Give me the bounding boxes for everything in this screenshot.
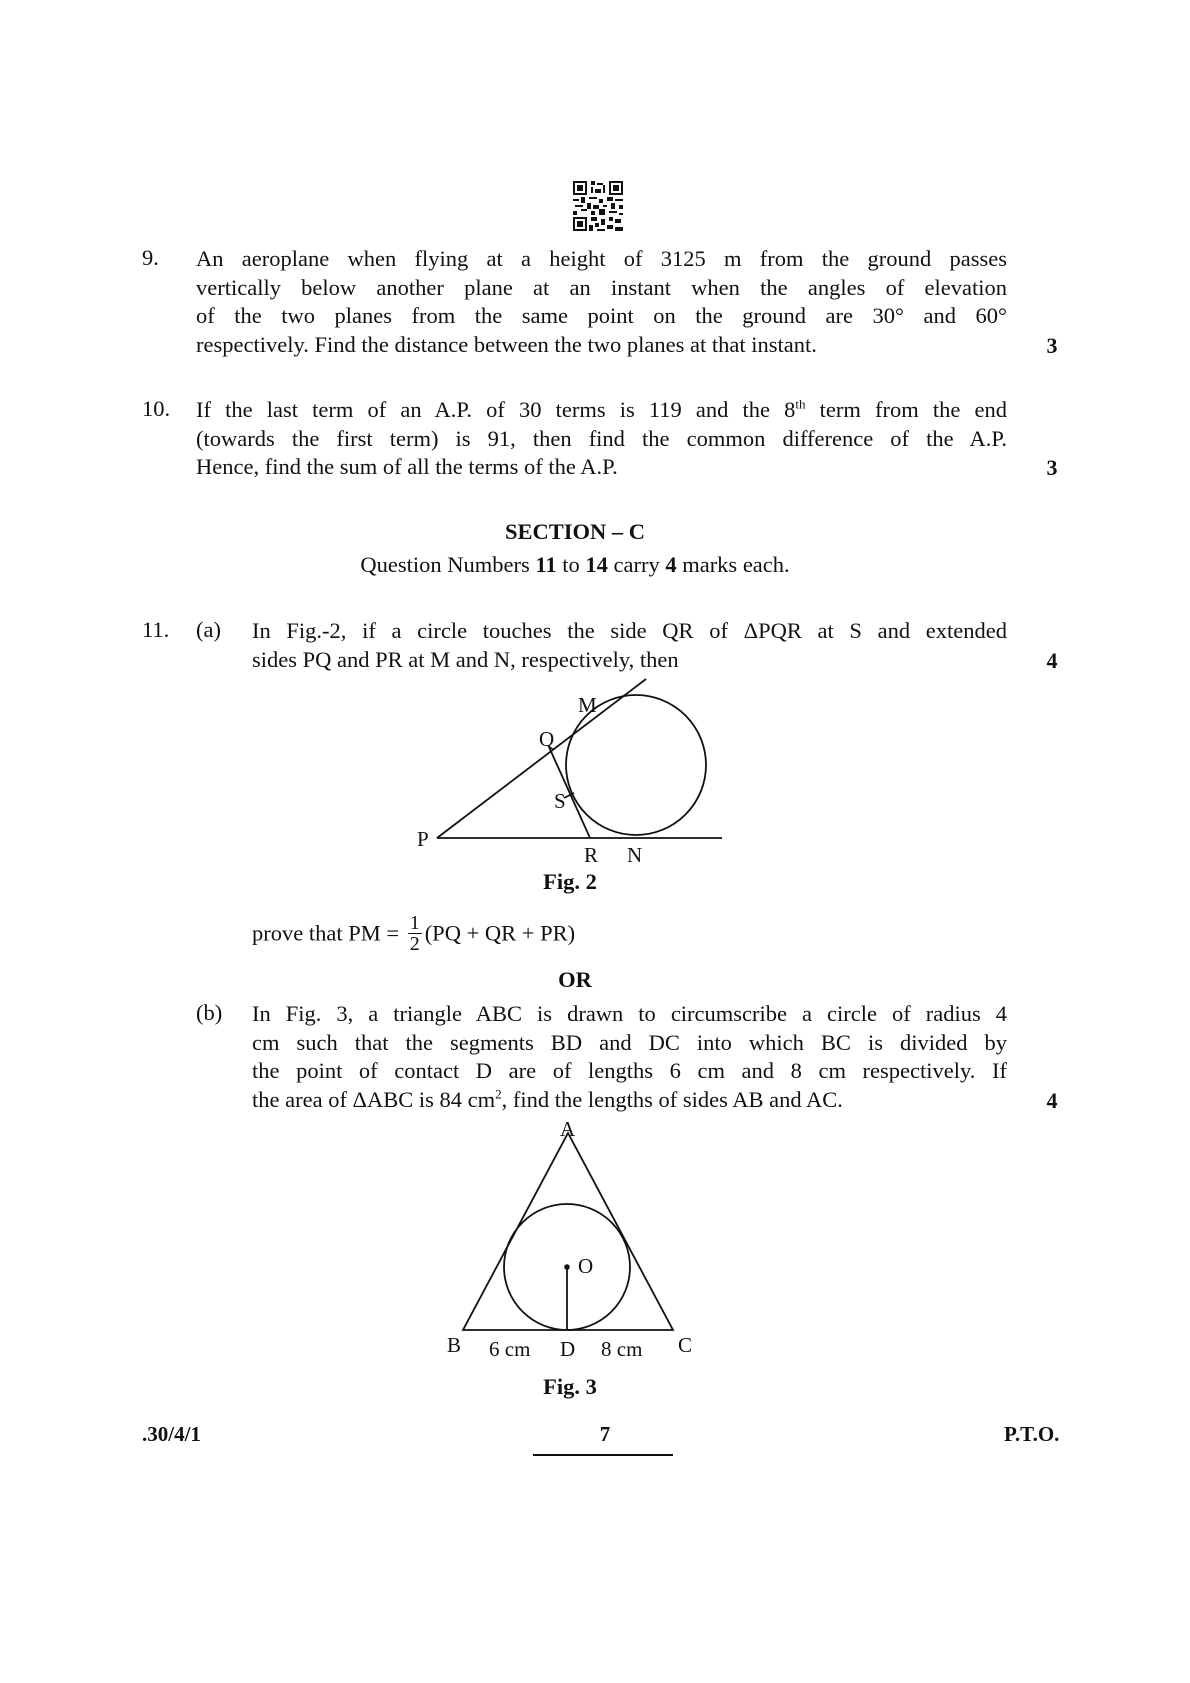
question-text-line: In Fig. 3, a triangle ABC is drawn to circumscribe a circle of radius 4 bbox=[252, 1001, 1007, 1026]
paper-code: .30/4/1 bbox=[142, 1422, 201, 1446]
label-dc-length: 8 cm bbox=[601, 1337, 643, 1360]
please-turn-over: P.T.O. bbox=[1004, 1422, 1060, 1446]
prove-text: prove that PM = bbox=[252, 920, 405, 946]
figure-caption: Fig. 3 bbox=[543, 1374, 597, 1399]
label-d: D bbox=[560, 1337, 576, 1360]
question-number: 9. bbox=[142, 245, 159, 270]
or-separator: OR bbox=[558, 967, 592, 992]
subtitle-number: 11 bbox=[535, 552, 557, 577]
subtitle-number: 14 bbox=[585, 552, 608, 577]
question-text: If the last term of an A.P. of 30 terms is 119 and the 8 bbox=[196, 397, 796, 422]
question-text: the area of ΔABC is 84 cm bbox=[252, 1087, 496, 1112]
marks: 4 bbox=[1046, 648, 1058, 673]
triangle-abc bbox=[463, 1133, 673, 1330]
fraction-denominator: 2 bbox=[409, 933, 420, 955]
subtitle-text: marks each. bbox=[676, 552, 790, 577]
figure-caption: Fig. 2 bbox=[543, 869, 597, 894]
question-text-line: the point of contact D are of lengths 6 cm and 8 cm respectively. If bbox=[252, 1058, 1007, 1083]
superscript: th bbox=[795, 396, 806, 412]
label-r: R bbox=[584, 843, 599, 867]
subtitle-text: carry bbox=[607, 552, 666, 577]
question-text-line: of the two planes from the same point on the ground are 30° and 60° bbox=[196, 303, 1007, 328]
question-text: , find the lengths of sides AB and AC. bbox=[501, 1087, 843, 1112]
question-text-line: In Fig.-2, if a circle touches the side QR of ΔPQR at S and extended bbox=[252, 618, 1007, 643]
label-p: P bbox=[417, 827, 429, 851]
question-text: term from the end bbox=[805, 397, 1007, 422]
question-text-line: Hence, find the sum of all the terms of the A.P. bbox=[196, 454, 618, 479]
fraction-half bbox=[408, 913, 422, 954]
label-n: N bbox=[627, 843, 643, 867]
subtitle-text: Question Numbers bbox=[360, 552, 536, 577]
label-q: Q bbox=[539, 727, 555, 751]
label-a: A bbox=[560, 1117, 576, 1141]
prove-statement bbox=[252, 912, 576, 956]
marks: 3 bbox=[1046, 333, 1058, 358]
question-text-line: (towards the first term) is 91, then find the common difference of the A.P. bbox=[196, 426, 1007, 451]
part-label: (a) bbox=[196, 617, 221, 642]
label-c: C bbox=[678, 1333, 693, 1357]
subtitle-text: to bbox=[556, 552, 586, 577]
page-number-underline bbox=[533, 1454, 673, 1456]
section-title: SECTION – C bbox=[504, 519, 646, 544]
label-o: O bbox=[578, 1254, 594, 1278]
marks: 3 bbox=[1046, 455, 1058, 480]
question-number: 11. bbox=[142, 617, 170, 642]
label-m: M bbox=[578, 693, 597, 717]
prove-text: (PQ + QR + PR) bbox=[424, 920, 576, 946]
figure-3 bbox=[0, 1100, 1190, 1360]
question-text-line: cm such that the segments BD and DC into which BC is divided by bbox=[252, 1029, 1007, 1055]
question-text-line: respectively. Find the distance between the two planes at that instant. bbox=[196, 332, 817, 357]
line-pq-extended bbox=[437, 679, 646, 838]
subtitle-number: 4 bbox=[665, 552, 677, 577]
label-b: B bbox=[447, 1333, 462, 1357]
page-number: 7 bbox=[599, 1422, 611, 1446]
question-text-line: vertically below another plane at an instant when the angles of elevation bbox=[196, 274, 1007, 300]
question-text-line: sides PQ and PR at M and N, respectively, then bbox=[252, 647, 679, 672]
label-bd-length: 6 cm bbox=[489, 1337, 531, 1360]
superscript: 2 bbox=[495, 1086, 502, 1102]
question-text-line: An aeroplane when flying at a height of 3125 m from the ground passes bbox=[196, 246, 1007, 271]
center-point-o bbox=[564, 1264, 570, 1270]
label-s: S bbox=[554, 789, 566, 813]
marks: 4 bbox=[1046, 1088, 1058, 1113]
question-number: 10. bbox=[142, 396, 171, 421]
fraction-numerator: 1 bbox=[409, 912, 420, 934]
part-label: (b) bbox=[196, 1000, 223, 1025]
